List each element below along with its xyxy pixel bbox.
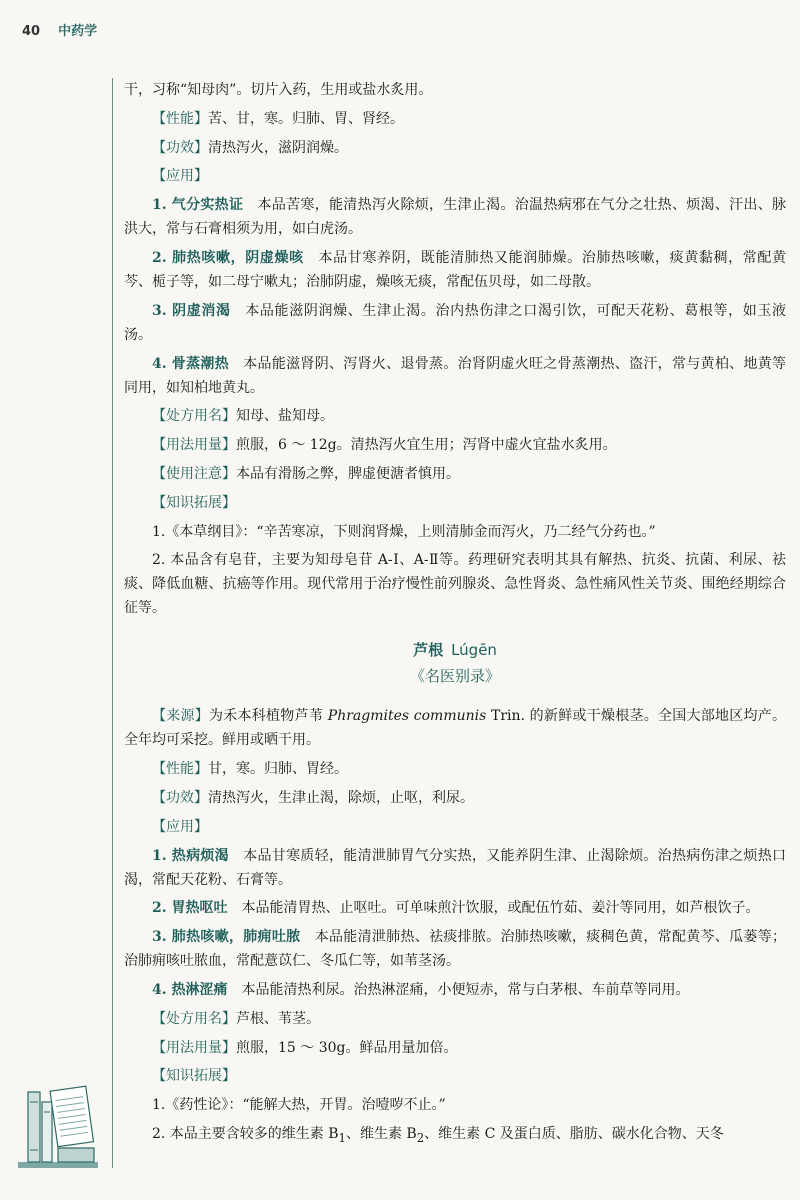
page-number: 40	[22, 24, 41, 39]
application-item	[124, 299, 786, 347]
efficacy-paragraph	[124, 786, 786, 810]
subscript-1: 1	[338, 1130, 346, 1145]
application-text: 本品甘寒养阴，既能清肺热又能润肺燥。治肺热咳嗽，痰黄黏稠，常配黄芩、栀子等，如二母宁嗽丸；治肺阴虚，燥咳无痰，常配伍贝母，如二母散。	[124, 249, 787, 290]
dosage-tag: 【用法用量】	[152, 1039, 236, 1056]
caution-text: 本品有滑肠之弊，脾虚便溏者慎用。	[236, 465, 460, 482]
extension-item-1: 1.《本草纲目》：“辛苦寒凉，下则润肾燥，上则清肺金而泻火，乃二经气分药也。”	[152, 523, 656, 540]
application-text: 本品能清热利尿。治热淋涩痛，小便短赤，常与白茅根、车前草等同用。	[241, 981, 690, 998]
application-title: 3. 阴虚消渴	[152, 302, 231, 319]
extension-tag: 【知识拓展】	[152, 494, 236, 511]
subscript-2: 2	[416, 1130, 425, 1145]
origin-text-post: Trin. 的新鲜或干燥根茎。全国大部地区均产。全年均可采挖。鲜用或晒干用。	[124, 708, 787, 749]
extension-heading	[124, 491, 786, 515]
application-item	[124, 978, 786, 1002]
intro-line: 干，习称“知母肉”。切片入药，生用或盐水炙用。	[124, 82, 433, 98]
dosage-text: 煎服，15 ～ 30g。鲜品用量加倍。	[236, 1039, 458, 1056]
prescription-name-paragraph	[124, 404, 786, 428]
application-tag: 【应用】	[152, 818, 208, 835]
application-text: 本品苦寒，能清热泻火除烦，生津止渴。治温热病邪在气分之壮热、烦渴、汗出、脉洪大，常与石膏相须为用，如白虎汤。	[124, 197, 786, 238]
extension-text-pre: 2. 本品主要含较多的维生素 B	[152, 1125, 339, 1142]
herb-pinyin: Lúgēn	[451, 641, 497, 660]
prescription-name-text: 知母、盐知母。	[236, 408, 334, 425]
application-text: 本品能滋阴润燥、生津止渴。治内热伤津之口渴引饮，可配天花粉、葛根等，如玉液汤。	[124, 302, 787, 343]
application-item	[124, 352, 786, 400]
application-title: 2. 胃热呕吐	[152, 900, 228, 917]
dosage-paragraph	[124, 433, 786, 457]
application-tag: 【应用】	[152, 168, 208, 185]
efficacy-text: 清热泻火，滋阴润燥。	[208, 139, 348, 156]
book-title: 中药学	[58, 24, 98, 39]
property-text: 苦、甘，寒。归肺、胃、肾经。	[208, 110, 404, 127]
application-heading	[124, 815, 786, 839]
page-content	[124, 78, 786, 1155]
books-icon	[14, 1072, 100, 1172]
application-text: 本品甘寒质轻，能清泄肺胃气分实热，又能养阴生津、止渴除烦。治热病伤津之烦热口渴，常配天花粉、石膏等。	[124, 847, 787, 888]
dosage-tag: 【用法用量】	[152, 437, 236, 454]
property-paragraph	[124, 107, 786, 131]
efficacy-paragraph	[124, 136, 786, 160]
extension-heading	[124, 1064, 786, 1088]
efficacy-tag: 【功效】	[152, 789, 208, 806]
dosage-text: 煎服，6 ～ 12g。清热泻火宜生用；泻肾中虚火宜盐水炙用。	[236, 437, 617, 454]
prescription-name-text: 芦根、苇茎。	[236, 1010, 320, 1027]
application-text: 本品能清胃热、止呕吐。可单味煎汁饮服，或配伍竹茹、姜汁等同用，如芦根饮子。	[241, 900, 760, 917]
extension-text-post: 、维生素 C 及蛋白质、脂肪、碳水化合物、天冬	[424, 1125, 724, 1142]
application-title: 3. 肺热咳嗽，肺痈吐脓	[152, 929, 301, 946]
herb-title	[124, 638, 786, 662]
property-tag: 【性能】	[152, 110, 208, 127]
extension-text-mid: 、维生素 B	[345, 1125, 417, 1142]
application-item	[124, 896, 786, 920]
prescription-name-tag: 【处方用名】	[152, 1010, 236, 1027]
efficacy-text: 清热泻火，生津止渴，除烦，止呕，利尿。	[208, 789, 474, 806]
property-text: 甘，寒。归肺、胃经。	[208, 761, 348, 778]
extension-tag: 【知识拓展】	[152, 1068, 236, 1085]
efficacy-tag: 【功效】	[152, 139, 208, 156]
extension-item-2	[124, 1122, 786, 1150]
dosage-paragraph	[124, 1036, 786, 1060]
origin-text-pre: 为禾本科植物芦苇	[209, 708, 328, 725]
application-title: 4. 热淋涩痛	[152, 981, 228, 998]
application-item	[124, 844, 786, 892]
application-heading	[124, 164, 786, 188]
origin-paragraph	[124, 704, 786, 752]
application-text: 本品能滋肾阴、泻肾火、退骨蒸。治肾阴虚火旺之骨蒸潮热、盗汗，常与黄柏、地黄等同用，如知柏地黄丸。	[124, 355, 787, 396]
caution-paragraph	[124, 462, 786, 486]
application-title: 1. 热病烦渴	[152, 847, 229, 864]
extension-item-1: 1.《药性论》：“能解大热，开胃。治噎哕不止。”	[152, 1097, 446, 1114]
property-tag: 【性能】	[152, 761, 208, 778]
herb-source-book: 《名医别录》	[409, 667, 500, 686]
margin-rule	[112, 78, 113, 1168]
latin-name: Phragmites communis	[327, 708, 487, 725]
application-text: 本品能清泄肺热、祛痰排脓。治肺热咳嗽，痰稠色黄，常配黄芩、瓜蒌等；治肺痈咳吐脓血，常配薏苡仁、冬瓜仁等，如苇茎汤。	[124, 929, 787, 970]
herb-name: 芦根	[413, 641, 444, 660]
caution-tag: 【使用注意】	[152, 465, 236, 482]
prescription-name-tag: 【处方用名】	[152, 408, 236, 425]
property-paragraph	[124, 757, 786, 781]
page-header	[22, 20, 97, 39]
application-title: 2. 肺热咳嗽，阴虚燥咳	[152, 249, 304, 266]
application-title: 4. 骨蒸潮热	[152, 355, 229, 372]
prescription-name-paragraph	[124, 1007, 786, 1031]
application-item	[124, 246, 786, 294]
application-item	[124, 193, 786, 241]
application-item	[124, 925, 786, 973]
origin-tag: 【来源】	[152, 708, 210, 725]
extension-item-2: 2. 本品含有皂苷，主要为知母皂苷 A-Ⅰ、A-Ⅱ等。药理研究表明其具有解热、抗炎、抗菌、利尿、祛痰、降低血糖、抗癌等作用。现代常用于治疗慢性前列腺炎、急性肾炎、急性痛风性关节炎、围绝经期综合征等。	[124, 552, 786, 617]
application-title: 1. 气分实热证	[152, 197, 244, 214]
